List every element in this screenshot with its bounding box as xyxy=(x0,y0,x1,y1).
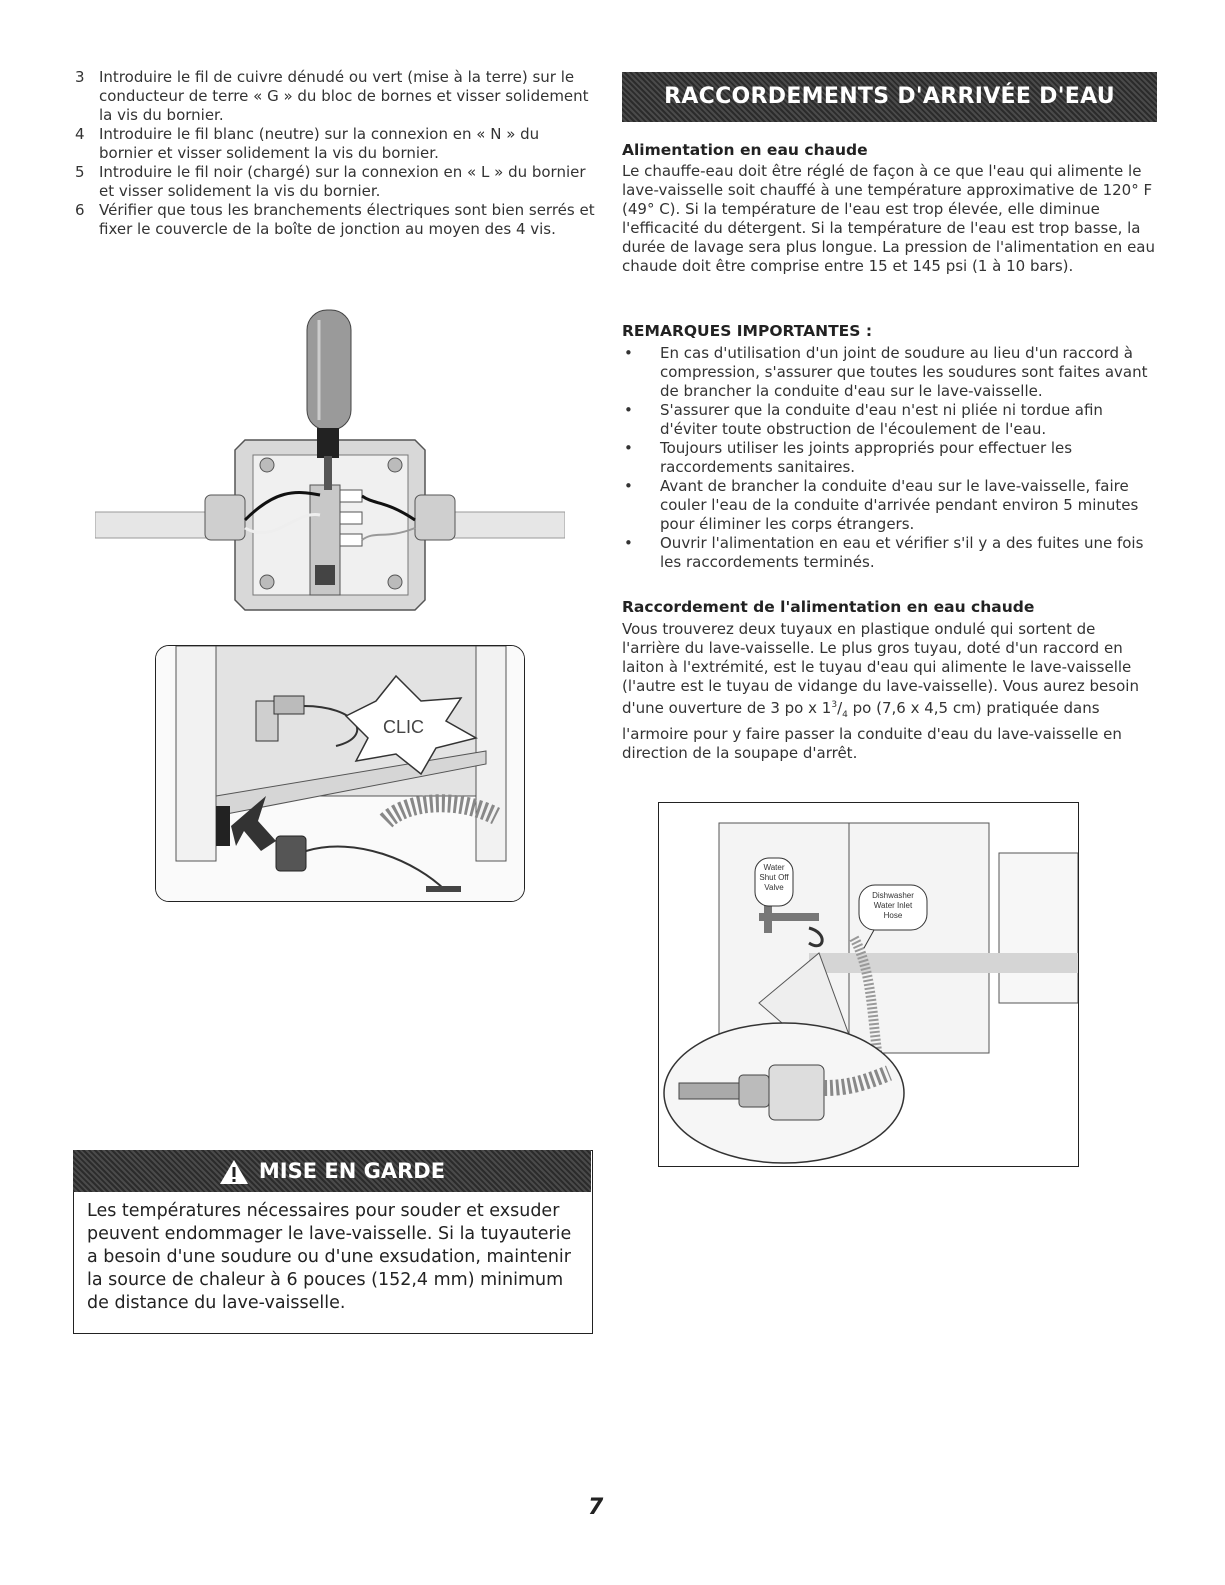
remark-item: • En cas d'utilisation d'un joint de soudure au lieu d'un raccord à compression, s'assurer que toutes les soudures sont faites avant de brancher la conduite d'eau sur le lave-vaisselle. xyxy=(624,344,1148,400)
clic-illustration-frame xyxy=(155,645,525,902)
caution-body: Les températures nécessaires pour souder et exsuder peuvent endommager le lave-vaisselle. Si la tuyauterie a besoin d'une soudure ou d'une exsudation, maintenir la source de chaleur à 6 pouces (152,4 mm) minimum de distance du lave-vaisselle. xyxy=(87,1201,572,1313)
remark-item: • Toujours utiliser les joints appropriés pour effectuer les raccordements sanitaires. xyxy=(624,439,1073,476)
hot-water-heading: Alimentation en eau chaude xyxy=(622,141,868,159)
page-number: 7 xyxy=(588,1495,604,1520)
remark-item: • Ouvrir l'alimentation en eau et vérifier s'il y a des fuites une fois les raccordements terminés. xyxy=(624,534,1144,571)
dishwasher-inlet-hose-label: Dishwasher Water Inlet Hose xyxy=(872,891,914,920)
hot-water-body: Le chauffe-eau doit être réglé de façon à ce que l'eau qui alimente le lave-vaisselle soit chauffé à une température approximative de 120° F (49° C). Si la température de l'eau est trop élevée, elle diminue l'efficacité du détergent. Si la température de l'eau est trop basse, la durée de lavage sera plus longue. La pression de l'alimentation en eau chaude doit être comprise entre 15 et 145 psi (1 à 10 bars). xyxy=(622,162,1155,275)
connection-heading: Raccordement de l'alimentation en eau chaude xyxy=(622,598,1035,616)
water-connection-illustration-frame xyxy=(658,802,1079,1167)
remarks-heading: REMARQUES IMPORTANTES : xyxy=(622,322,873,340)
warning-triangle-icon xyxy=(219,1159,249,1185)
wiring-steps xyxy=(75,68,595,239)
remarks-list xyxy=(622,344,1157,572)
water-shutoff-valve-label: Water Shut Off Valve xyxy=(759,863,789,892)
step-6: 6 Vérifier que tous les branchements électriques sont bien serrés et fixer le couvercle de la boîte de jonction au moyen des 4 vis. xyxy=(75,201,595,238)
remark-item: • Avant de brancher la conduite d'eau sur le lave-vaisselle, faire couler l'eau de la conduite d'arrivée pendant environ 5 minutes pour éliminer les corps étrangers. xyxy=(624,477,1139,533)
caution-header xyxy=(73,1150,591,1192)
connection-body: Vous trouverez deux tuyaux en plastique ondulé qui sortent de l'arrière du lave-vaisselle. Le plus gros tuyau, doté d'un raccord en laiton à l'extrémité, est le tuyau d'eau qui alimente le lave-vaisselle (l'autre est le tuyau de vidange du lave-vaisselle). Vous aurez besoin d'une ouverture de 3 po x $1^3/_4$ po (7,6 x 4,5 cm) pratiquée dans l'armoire pour y faire passer la conduite d'eau du lave-vaisselle en direction de la soupape d'arrêt. xyxy=(622,620,1139,762)
section-banner: RACCORDEMENTS D'ARRIVÉE D'EAU xyxy=(622,72,1157,122)
step-3: 3 Introduire le fil de cuivre dénudé ou vert (mise à la terre) sur le conducteur de terre « G » du bloc de bornes et visser solidement la vis du bornier. xyxy=(75,68,589,124)
water-connection-illustration xyxy=(659,803,1078,1166)
junction-box-illustration xyxy=(95,300,565,620)
clic-illustration xyxy=(156,646,524,901)
caution-title: MISE EN GARDE xyxy=(258,1159,446,1183)
step-5: 5 Introduire le fil noir (chargé) sur la connexion en « L » du bornier et visser solidement la vis du bornier. xyxy=(75,163,586,200)
step-4: 4 Introduire le fil blanc (neutre) sur la connexion en « N » du bornier et visser solidement la vis du bornier. xyxy=(75,125,540,162)
clic-label: CLIC xyxy=(383,717,425,737)
remark-item: • S'assurer que la conduite d'eau n'est ni pliée ni tordue afin d'éviter toute obstruction de l'écoulement de l'eau. xyxy=(624,401,1103,438)
